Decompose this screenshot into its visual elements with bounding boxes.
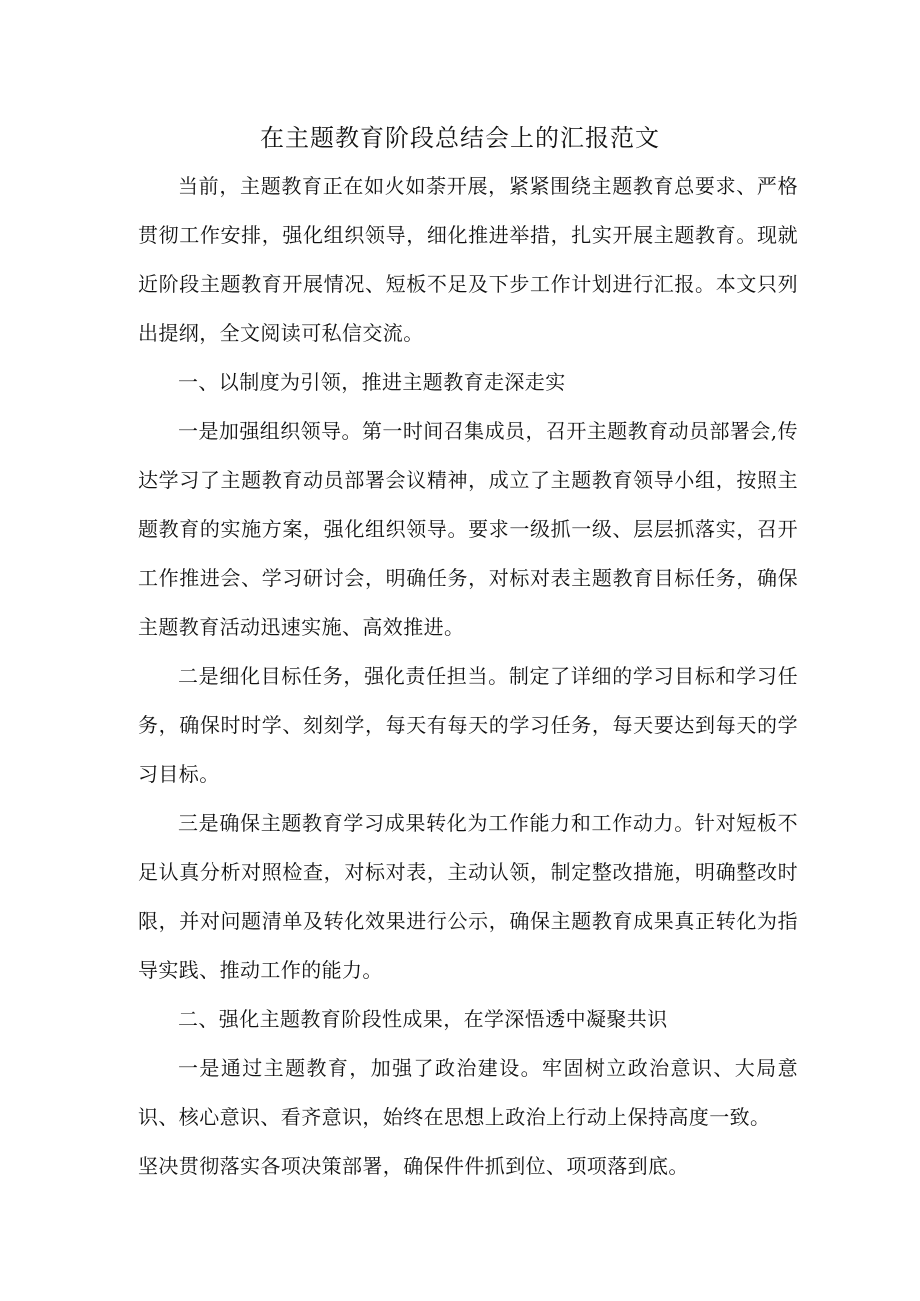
paragraph-intro: 当前，主题教育正在如火如荼开展，紧紧围绕主题教育总要求、严格贯彻工作安排，强化组织领导，细化推进举措，扎实开展主题教育。现就近阶段主题教育开展情况、短板不足及下步工作计划进行汇报。本文只列出提纲，全文阅读可私信交流。 bbox=[138, 174, 798, 345]
paragraph-targets: 二是细化目标任务，强化责任担当。制定了详细的学习目标和学习任务，确保时时学、刻刻学，每天有每天的学习任务，每天要达到每天的学习目标。 bbox=[138, 664, 798, 786]
paragraph-organization: 一是加强组织领导。第一时间召集成员，召开主题教育动员部署会,传达学习了主题教育动员部署会议精神，成立了主题教育领导小组，按照主题教育的实施方案，强化组织领导。要求一级抓一级、层层抓落实，召开工作推进会、学习研讨会，明确任务，对标对表主题教育目标任务，确保主题教育活动迅速实施、高效推进。 bbox=[138, 419, 798, 639]
paragraph-transformation: 三是确保主题教育学习成果转化为工作能力和工作动力。针对短板不足认真分析对照检查，对标对表，主动认领，制定整改措施，明确整改时限，并对问题清单及转化效果进行公示，确保主题教育成果真正转化为指导实践、推动工作的能力。 bbox=[138, 811, 798, 982]
paragraph-implementation: 坚决贯彻落实各项决策部署，确保件件抓到位、项项落到底。 bbox=[138, 1154, 689, 1178]
document-title: 在主题教育阶段总结会上的汇报范文 bbox=[260, 124, 660, 152]
section-heading-2: 二、强化主题教育阶段性成果，在学深悟透中凝聚共识 bbox=[178, 1007, 668, 1031]
paragraph-political: 一是通过主题教育，加强了政治建设。牢固树立政治意识、大局意识、核心意识、看齐意识，始终在思想上政治上行动上保持高度一致。 bbox=[138, 1056, 798, 1129]
document-body bbox=[138, 162, 798, 1191]
section-heading-1: 一、以制度为引领，推进主题教育走深走实 bbox=[178, 370, 566, 394]
